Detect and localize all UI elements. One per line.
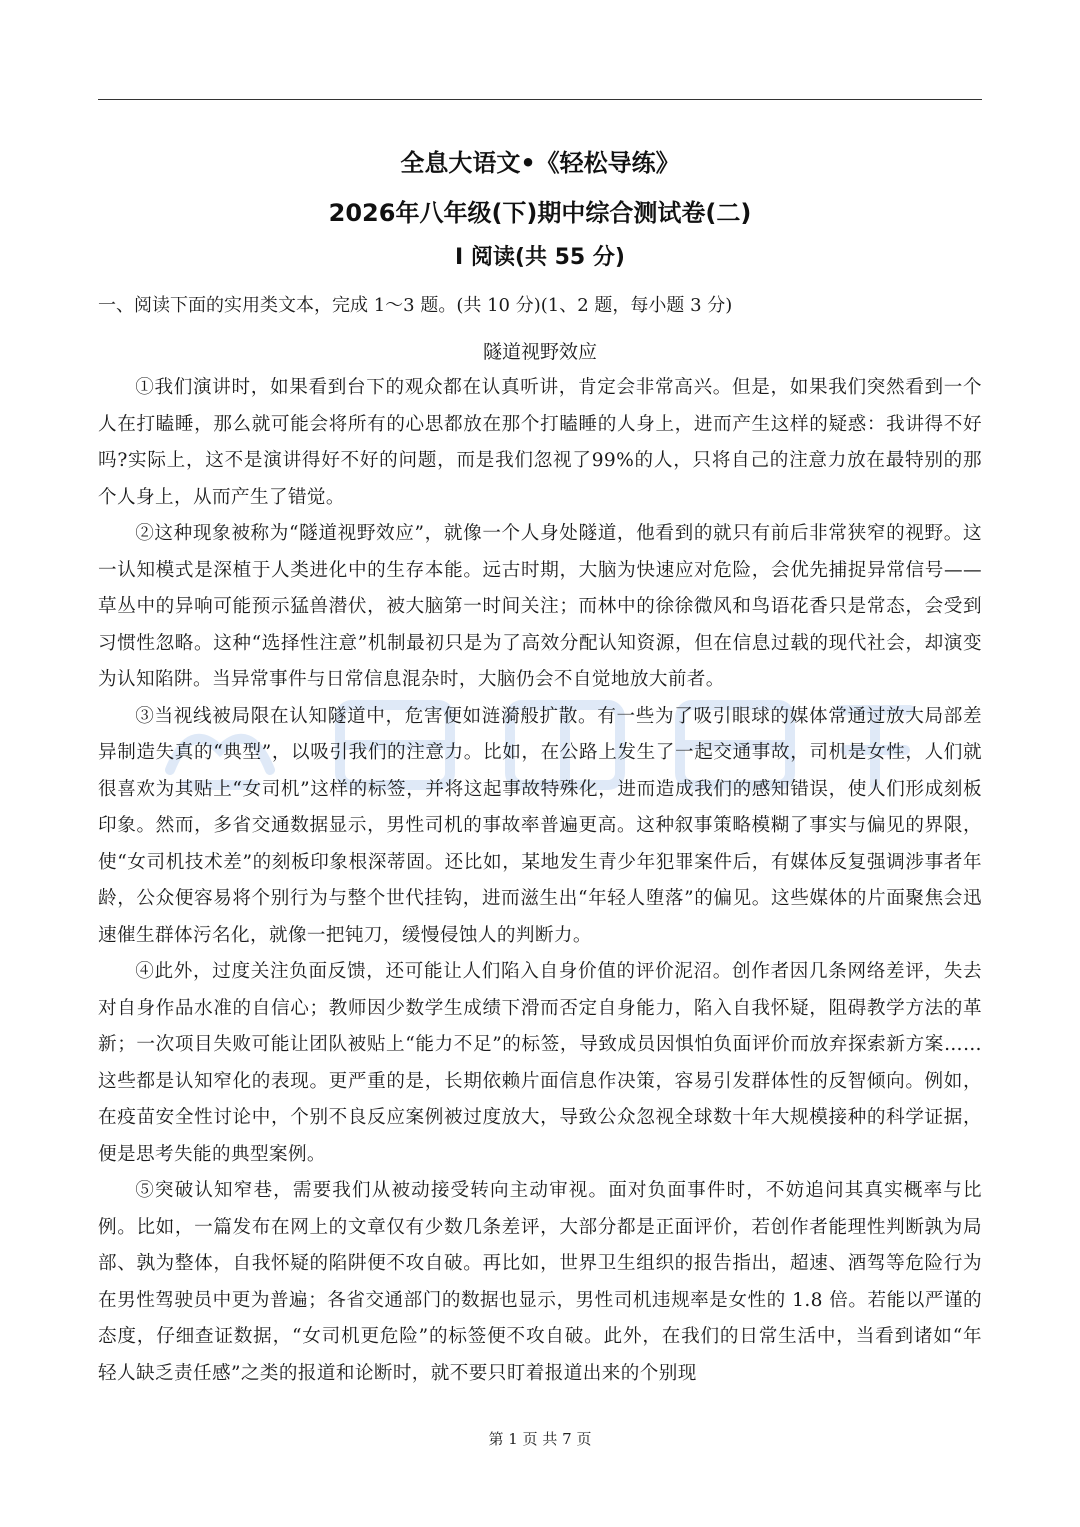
series-title: 全息大语文•《轻松导练》 bbox=[400, 149, 680, 177]
page-number: 第 1 页 共 7 页 bbox=[488, 1430, 592, 1448]
header-rule bbox=[98, 99, 982, 100]
article-title: 隧道视野效应 bbox=[482, 341, 597, 363]
paragraph-1: ①我们演讲时，如果看到台下的观众都在认真听讲，肯定会非常高兴。但是，如果我们突然看到一个人在打瞌睡，那么就可能会将所有的心思都放在那个打瞌睡的人身上，进而产生这样的疑惑：我讲得不好吗?实际上，这不是演讲得好不好的问题，而是我们忽视了99%的人，只将自己的注意力放在最特别的那个人身上，从而产生了错觉。 bbox=[98, 377, 982, 508]
exam-title: 2026年八年级(下)期中综合测试卷(二) bbox=[328, 199, 752, 227]
section-instruction: 一、阅读下面的实用类文本，完成 1～3 题。(共 10 分)(1、2 题，每小题 3 分) bbox=[98, 295, 733, 316]
paragraph-3: ③当视线被局限在认知隧道中，危害便如涟漪般扩散。有一些为了吸引眼球的媒体常通过放大局部差异制造失真的“典型”，以吸引我们的注意力。比如，在公路上发生了一起交通事故，司机是女性，人们就很喜欢为其贴上“女司机”这样的标签，并将这起事故特殊化，进而造成我们的感知错误，使人们形成刻板印象。然而，多省交通数据显示，男性司机的事故率普遍更高。这种叙事策略模糊了事实与偏见的界限，使“女司机技术差”的刻板印象根深蒂固。还比如，某地发生青少年犯罪案件后，有媒体反复强调涉事者年龄，公众便容易将个别行为与整个世代挂钩，进而滋生出“年轻人堕落”的偏见。这些媒体的片面聚焦会迅速催生群体污名化，就像一把钝刀，缓慢侵蚀人的判断力。 bbox=[98, 705, 982, 946]
paragraph-4: ④此外，过度关注负面反馈，还可能让人们陷入自身价值的评价泥沼。创作者因几条网络差评，失去对自身作品水准的自信心；教师因少数学生成绩下滑而否定自身能力，陷入自我怀疑，阻碍教学方法的革新；一次项目失败可能让团队被贴上“能力不足”的标签，导致成员因惧怕负面评价而放弃探索新方案……这些都是认知窄化的表现。更严重的是，长期依赖片面信息作决策，容易引发群体性的反智倾向。例如，在疫苗安全性讨论中，个别不良反应案例被过度放大，导致公众忽视全球数十年大规模接种的科学证据，便是思考失能的典型案例。 bbox=[98, 961, 982, 1165]
paragraph-5: ⑤突破认知窄巷，需要我们从被动接受转向主动审视。面对负面事件时，不妨追问其真实概率与比例。比如，一篇发布在网上的文章仅有少数几条差评，大部分都是正面评价，若创作者能理性判断孰为局部、孰为整体，自我怀疑的陷阱便不攻自破。再比如，世界卫生组织的报告指出，超速、酒驾等危险行为在男性驾驶员中更为普遍；各省交通部门的数据也显示，男性司机违规率是女性的 1.8 倍。若能以严谨的态度，仔细查证数据，“女司机更危险”的标签便不攻自破。此外，在我们的日常生活中，当看到诸如“年轻人缺乏责任感”之类的报道和论断时，就不要只盯着报道出来的个别现 bbox=[98, 1180, 982, 1384]
part-title: Ⅰ 阅读(共 55 分) bbox=[455, 245, 625, 270]
paragraph-2: ②这种现象被称为“隧道视野效应”，就像一个人身处隧道，他看到的就只有前后非常狭窄的视野。这一认知模式是深植于人类进化中的生存本能。远古时期，大脑为快速应对危险，会优先捕捉异常信号——草丛中的异响可能预示猛兽潜伏，被大脑第一时间关注；而林中的徐徐微风和鸟语花香只是常态，会受到习惯性忽略。这种“选择性注意”机制最初只是为了高效分配认知资源，但在信息过载的现代社会，却演变为认知陷阱。当异常事件与日常信息混杂时，大脑仍会不自觉地放大前者。 bbox=[98, 523, 982, 690]
article-body bbox=[98, 370, 982, 1392]
